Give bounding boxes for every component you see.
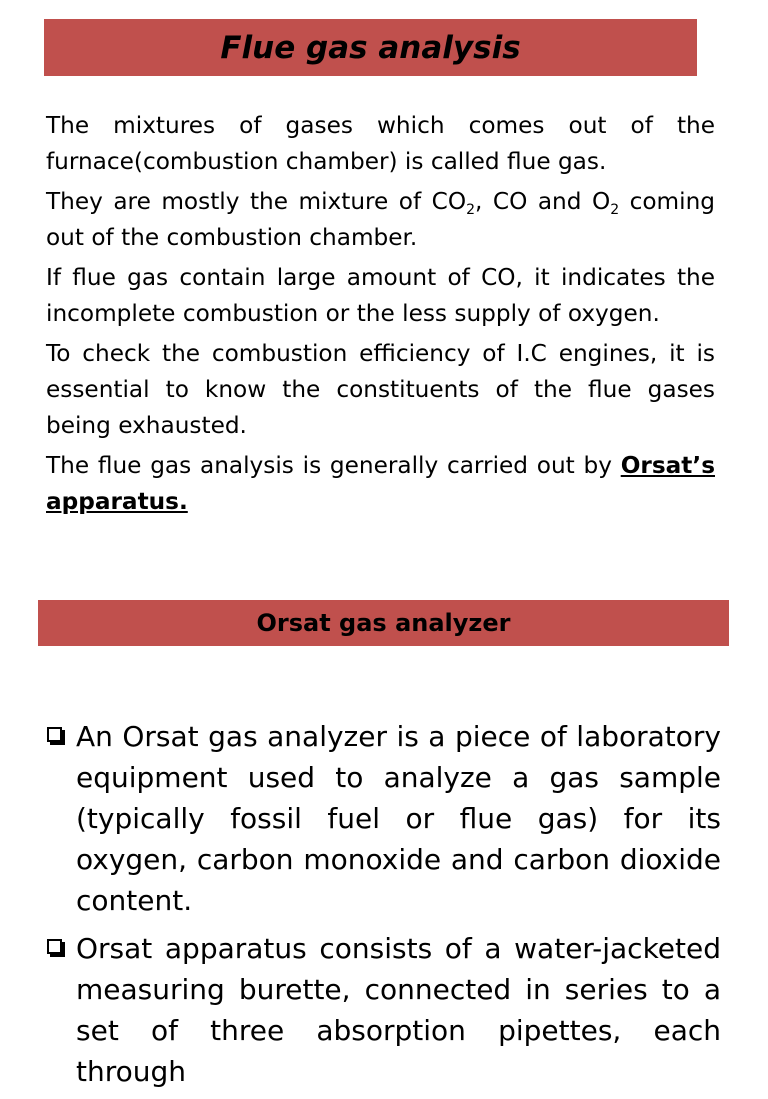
bullet-text: An Orsat gas analyzer is a piece of laboratory equipment used to analyze a gas sample (typically fossil fuel or flue gas) for its oxygen, carbon monoxide and carbon dioxide content.: [76, 720, 721, 917]
bullet-list: [46, 716, 721, 1099]
section-banner: [38, 600, 729, 646]
page-title: Flue gas analysis: [220, 29, 521, 66]
hollow-square-bullet-icon: [47, 939, 62, 954]
paragraph-gas-mixture-part3: coming out of the combustion chamber.: [46, 188, 715, 251]
paragraph-gas-mixture-part2: , CO and O: [475, 188, 611, 215]
paragraph-incomplete-combustion: If flue gas contain large amount of CO, it indicates the incomplete combustion or the less supply of oxygen.: [46, 264, 715, 327]
subscript-2: 2: [610, 202, 620, 218]
paragraph-efficiency: To check the combustion efficiency of I.C engines, it is essential to know the constituents of the flue gases being exhausted.: [46, 340, 715, 439]
paragraph-gas-mixture-part1: They are mostly the mixture of CO: [46, 188, 467, 215]
subscript-2: 2: [466, 202, 476, 218]
hollow-square-bullet-icon: [47, 727, 62, 742]
section-title: Orsat gas analyzer: [256, 609, 511, 637]
paragraph-gas-mixture: [46, 184, 715, 256]
list-item: [46, 716, 721, 921]
paragraph-orsat-text: The flue gas analysis is generally carried out by: [46, 452, 621, 479]
title-banner: [44, 19, 697, 76]
orsat-apparatus-emphasis: Orsat’s apparatus.: [46, 452, 715, 515]
intro-text-block: [46, 108, 715, 524]
paragraph-orsat: [46, 448, 715, 520]
list-item: [46, 928, 721, 1092]
paragraph-flue-gas-definition: The mixtures of gases which comes out of the furnace(combustion chamber) is called flue gas.: [46, 112, 715, 175]
bullet-text: Orsat apparatus consists of a water-jacketed measuring burette, connected in series to a set of three absorption pipettes, each through: [76, 932, 721, 1088]
